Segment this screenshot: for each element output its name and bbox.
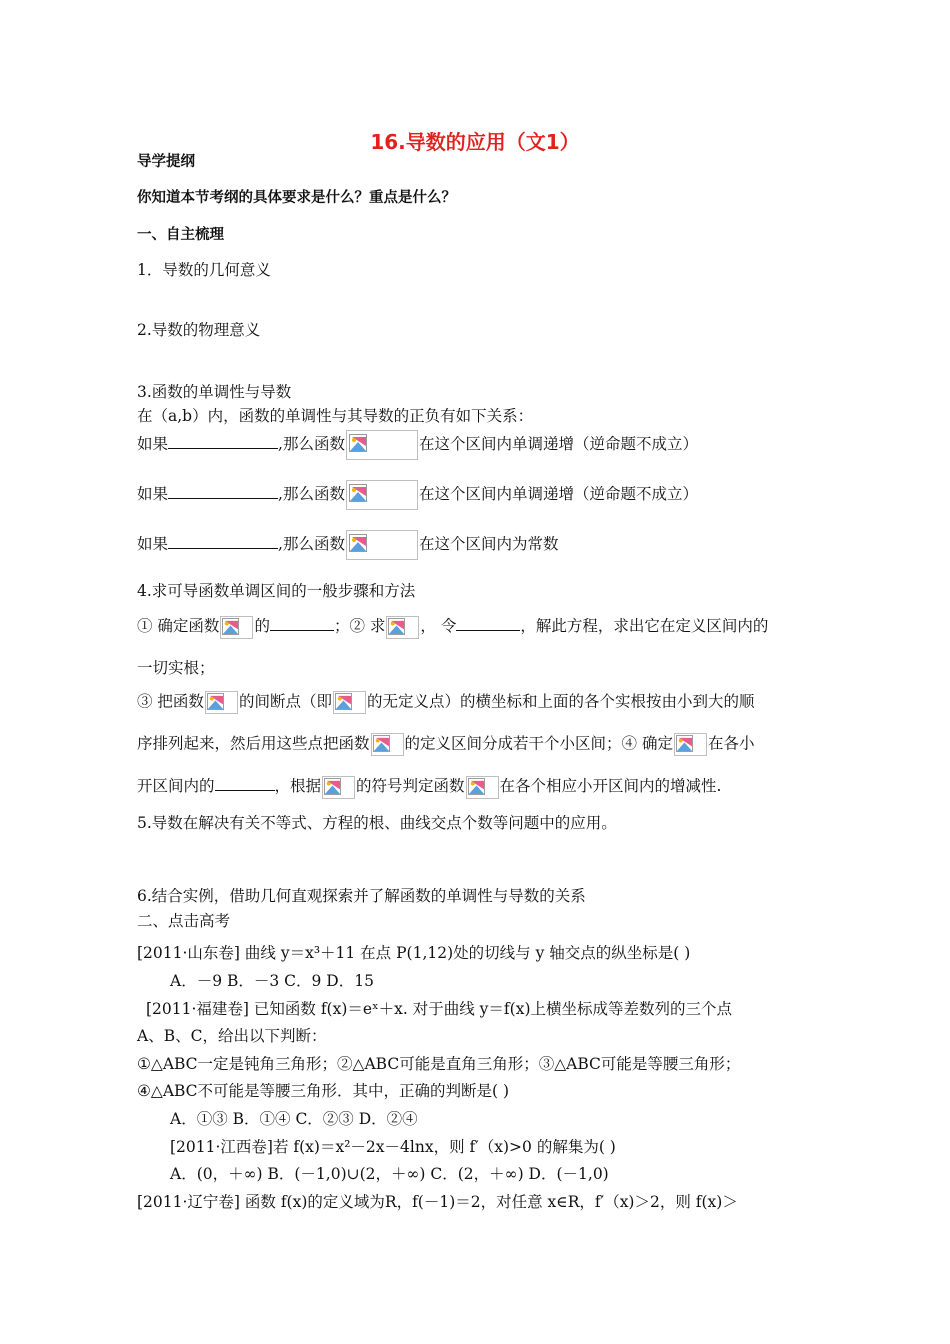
step-text: 的无定义点）的横坐标和上面的各个实根按由小到大的顺 <box>366 692 755 711</box>
step-text: 序排列起来，然后用这些点把函数 <box>137 734 370 753</box>
step-text: 在各个相应小开区间内的增减性. <box>499 777 722 795</box>
then-label: ,那么函数 <box>278 485 345 503</box>
item-4-line-2: 一切实根； <box>137 659 215 677</box>
exam-q3-options: A．(0，＋∞) B．(－1,0)∪(2，＋∞) C．(2，＋∞) D．(－1,0) <box>170 1165 609 1183</box>
page-title: 16.导数的应用（文1） <box>370 130 580 154</box>
rule-row-3 <box>137 530 558 560</box>
step-text: 的 <box>254 617 270 635</box>
item-6: 6.结合实例，借助几何直观探索并了解函数的单调性与导数的关系 <box>137 887 586 905</box>
step-text: ，解此方程，求出它在定义区间内的 <box>520 617 769 635</box>
formula-image-icon <box>371 733 404 756</box>
exam-q2-line-1: [2011·福建卷] 已知函数 f(x)＝eˣ＋x. 对于曲线 y＝f(x)上横坐标成等差数列的三个点 <box>146 1000 732 1018</box>
rule-row-1 <box>137 430 698 460</box>
guide-question: 你知道本节考纲的具体要求是什么？重点是什么？ <box>137 190 456 206</box>
section-exam: 二、点击高考 <box>137 912 231 930</box>
then-label: ,那么函数 <box>278 435 345 453</box>
step-text: 的间断点（即 <box>238 692 332 711</box>
item-5: 5.导数在解决有关不等式、方程的根、曲线交点个数等问题中的应用。 <box>137 814 617 832</box>
step-text: 在各小 <box>707 734 755 753</box>
exam-q2-line-3: ①△ABC一定是钝角三角形；②△ABC可能是直角三角形；③△ABC可能是等腰三角形； <box>137 1055 741 1073</box>
item-4-line-3 <box>137 691 754 714</box>
exam-q3: [2011·江西卷]若 f(x)＝x²－2x－4lnx，则 f′（x)>0 的解集为( ) <box>170 1138 616 1156</box>
item-4: 4.求可导函数单调区间的一般步骤和方法 <box>137 582 416 600</box>
section-self-review: 一、自主梳理 <box>137 227 224 243</box>
item-4-line-4 <box>137 733 754 756</box>
exam-q4: [2011·辽宁卷] 函数 f(x)的定义域为R，f(－1)＝2，对任意 x∈R，f′（x)＞2，则 f(x)＞ <box>137 1193 738 1211</box>
exam-q1-options: A．－9 B．－3 C．9 D．15 <box>170 972 374 990</box>
if-label: 如果 <box>137 435 169 453</box>
item-3-desc: 在（a,b）内，函数的单调性与其导数的正负有如下关系： <box>137 407 534 425</box>
step-text: ③ 把函数 <box>137 692 204 711</box>
step-text: 的定义区间分成若干个小区间；④ 确定 <box>404 734 673 753</box>
answer-blank <box>168 432 278 449</box>
formula-image-icon <box>220 616 253 639</box>
exam-q2-line-4: ④△ABC不可能是等腰三角形．其中，正确的判断是( ) <box>137 1082 510 1100</box>
formula-image-icon <box>346 530 418 560</box>
item-1: 1．导数的几何意义 <box>137 261 271 279</box>
rule-3-tail: 在这个区间内为常数 <box>418 535 559 553</box>
step-text: ；② 求 <box>333 617 386 635</box>
if-label: 如果 <box>137 535 169 553</box>
rule-row-2 <box>137 480 698 510</box>
answer-blank <box>168 532 278 549</box>
step-text: 开区间内的 <box>137 777 215 795</box>
answer-blank <box>215 774 275 791</box>
exam-q1: [2011·山东卷] 曲线 y＝x³＋11 在点 P(1,12)处的切线与 y 轴交点的纵坐标是( ) <box>137 944 691 962</box>
item-4-line-5 <box>137 774 721 799</box>
formula-image-icon <box>346 480 418 510</box>
item-3: 3.函数的单调性与导数 <box>137 383 292 401</box>
answer-blank <box>270 614 334 631</box>
rule-1-tail: 在这个区间内单调递增（逆命题不成立） <box>418 435 698 453</box>
formula-image-icon <box>205 691 238 714</box>
step-text: ， 令 <box>420 617 457 635</box>
answer-blank <box>168 482 278 499</box>
then-label: ,那么函数 <box>278 535 345 553</box>
formula-image-icon <box>346 430 418 460</box>
step-text: ，根据 <box>274 777 322 795</box>
if-label: 如果 <box>137 485 169 503</box>
formula-image-icon <box>322 776 355 799</box>
guide-heading: 导学提纲 <box>137 154 195 170</box>
exam-q2-options: A．①③ B．①④ C．②③ D．②④ <box>170 1110 418 1128</box>
item-4-line-1 <box>137 614 768 639</box>
formula-image-icon <box>333 691 366 714</box>
item-2: 2.导数的物理意义 <box>137 321 261 339</box>
formula-image-icon <box>386 616 419 639</box>
step-text: 的符号判定函数 <box>356 777 465 795</box>
answer-blank <box>456 614 520 631</box>
step-text: ① 确定函数 <box>137 617 220 635</box>
exam-q2-line-2: A、B、C，给出以下判断： <box>137 1027 327 1045</box>
formula-image-icon <box>466 776 499 799</box>
rule-2-tail: 在这个区间内单调递增（逆命题不成立） <box>418 485 698 503</box>
formula-image-icon <box>674 733 707 756</box>
